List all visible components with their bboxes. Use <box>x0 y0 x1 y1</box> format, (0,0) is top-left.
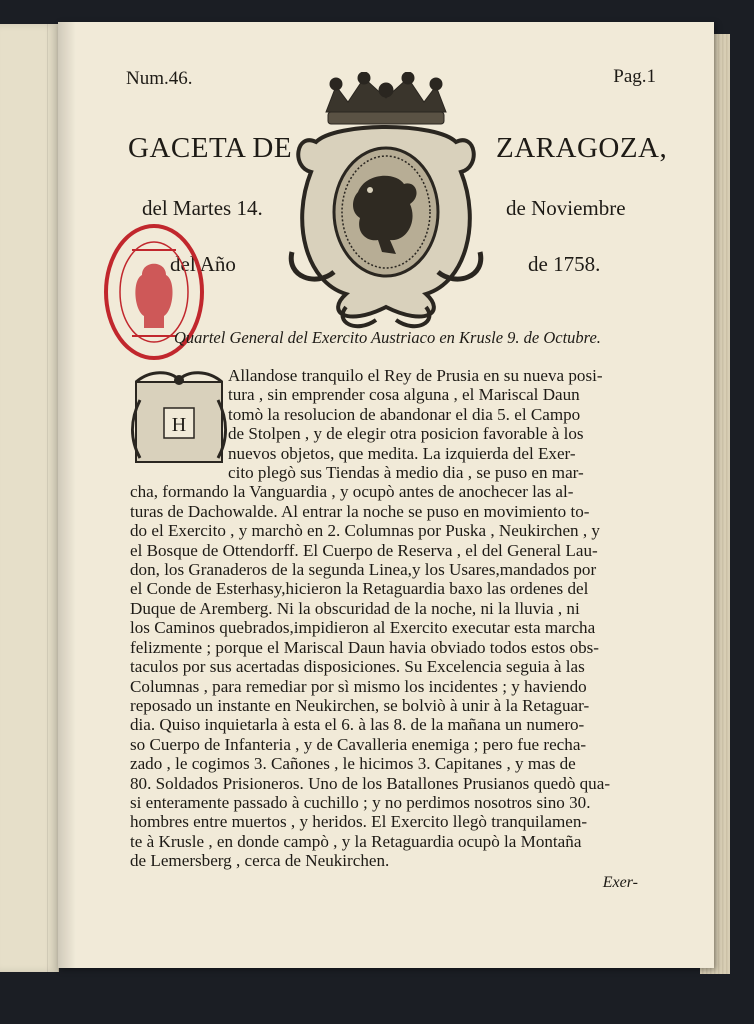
facing-page-edge <box>0 24 59 972</box>
article-line: de Stolpen , y de elegir otra posicion favorable à los <box>228 424 584 444</box>
article-line: dia. Quiso inquietarla à esta el 6. à las 8. de la mañana un numero- <box>130 715 585 735</box>
page-number: Pag.1 <box>613 66 656 87</box>
date-day: del Martes 14. <box>142 196 263 220</box>
issue-number: Num.46. <box>126 68 193 89</box>
masthead-title-left: GACETA DE <box>128 132 293 164</box>
article-line: los Caminos quebrados,impidieron al Exercito executar esta marcha <box>130 618 596 638</box>
article-line: nuevos objetos, que medita. La izquierda del Exer- <box>228 443 576 463</box>
article-line: Columnas , para remediar por sì mismo los incidentes ; y haviendo <box>130 676 587 696</box>
article-line: cito plegò sus Tiendas à medio dia , se puso en mar- <box>228 463 584 483</box>
article-heading: Quartel General del Exercito Austriaco en Krusle 9. de Octubre. <box>174 328 601 347</box>
article-line: cha, formando la Vanguardia , y ocupò antes de anochecer las al- <box>130 482 574 502</box>
article-line: de Lemersberg , cerca de Neukirchen. <box>130 851 390 871</box>
date-year-label: del Año <box>170 252 236 276</box>
article-line: Allandose tranquilo el Rey de Prusia en su nueva posi- <box>228 366 603 385</box>
article-line: te à Krusle , en donde campò , y la Retaguardia ocupò la Montaña <box>130 831 582 851</box>
article-line: reposado un instante en Neukirchen, se bolviò à unir à la Retaguar- <box>130 695 590 715</box>
article-line: el Bosque de Ottendorff. El Cuerpo de Reserva , el del General Lau- <box>130 540 598 560</box>
article-body <box>130 366 662 871</box>
initial-letter: H <box>171 414 187 436</box>
article-line: zado , le cogimos 3. Cañones , le hicimos 3. Capitanes , y mas de <box>130 754 576 774</box>
article-line: hombres entre muertos , y heridos. El Exercito llegò tranquilamen- <box>130 812 588 832</box>
article-line: Duque de Aremberg. Ni la obscuridad de la noche, ni la lluvia , ni <box>130 598 580 618</box>
article-line: 80. Soldados Prisioneros. Uno de los Batallones Prusianos quedò qua- <box>130 773 611 793</box>
masthead-title-right: ZARAGOZA, <box>496 132 668 164</box>
date-year: de 1758. <box>528 252 601 276</box>
coat-of-arms-crest <box>286 72 486 334</box>
catchword: Exer- <box>602 874 638 891</box>
article-line: felizmente ; porque el Mariscal Daun havia obviado todos estos obs- <box>130 637 600 657</box>
article-line: so Cuerpo de Infanteria , y de Cavalleria enemiga ; pero fue recha- <box>130 734 587 754</box>
article-line: taculos por sus acertadas disposiciones. Su Excelencia seguia à las <box>130 657 585 677</box>
newspaper-page <box>58 22 714 968</box>
article-line: don, los Granaderos de la segunda Linea,y los Usares,mandados por <box>130 560 597 580</box>
article-line: tomò la resolucion de abandonar el dia 5. el Campo <box>228 404 581 424</box>
article-line: do el Exercito , y marchò en 2. Columnas por Puska , Neukirchen , y <box>130 521 600 541</box>
article-line: tura , sin emprender cosa alguna , el Mariscal Daun <box>228 385 580 405</box>
date-month: de Noviembre <box>506 196 626 220</box>
article-line: turas de Dachowalde. Al entrar la noche se puso en movimiento to- <box>130 501 590 521</box>
article-line: si enteramente passado à cuchillo ; y no perdimos nosotros sino 30. <box>130 792 591 812</box>
article-line: el Conde de Esterhasy,hicieron la Retaguardia baxo las ordenes del <box>130 579 589 599</box>
